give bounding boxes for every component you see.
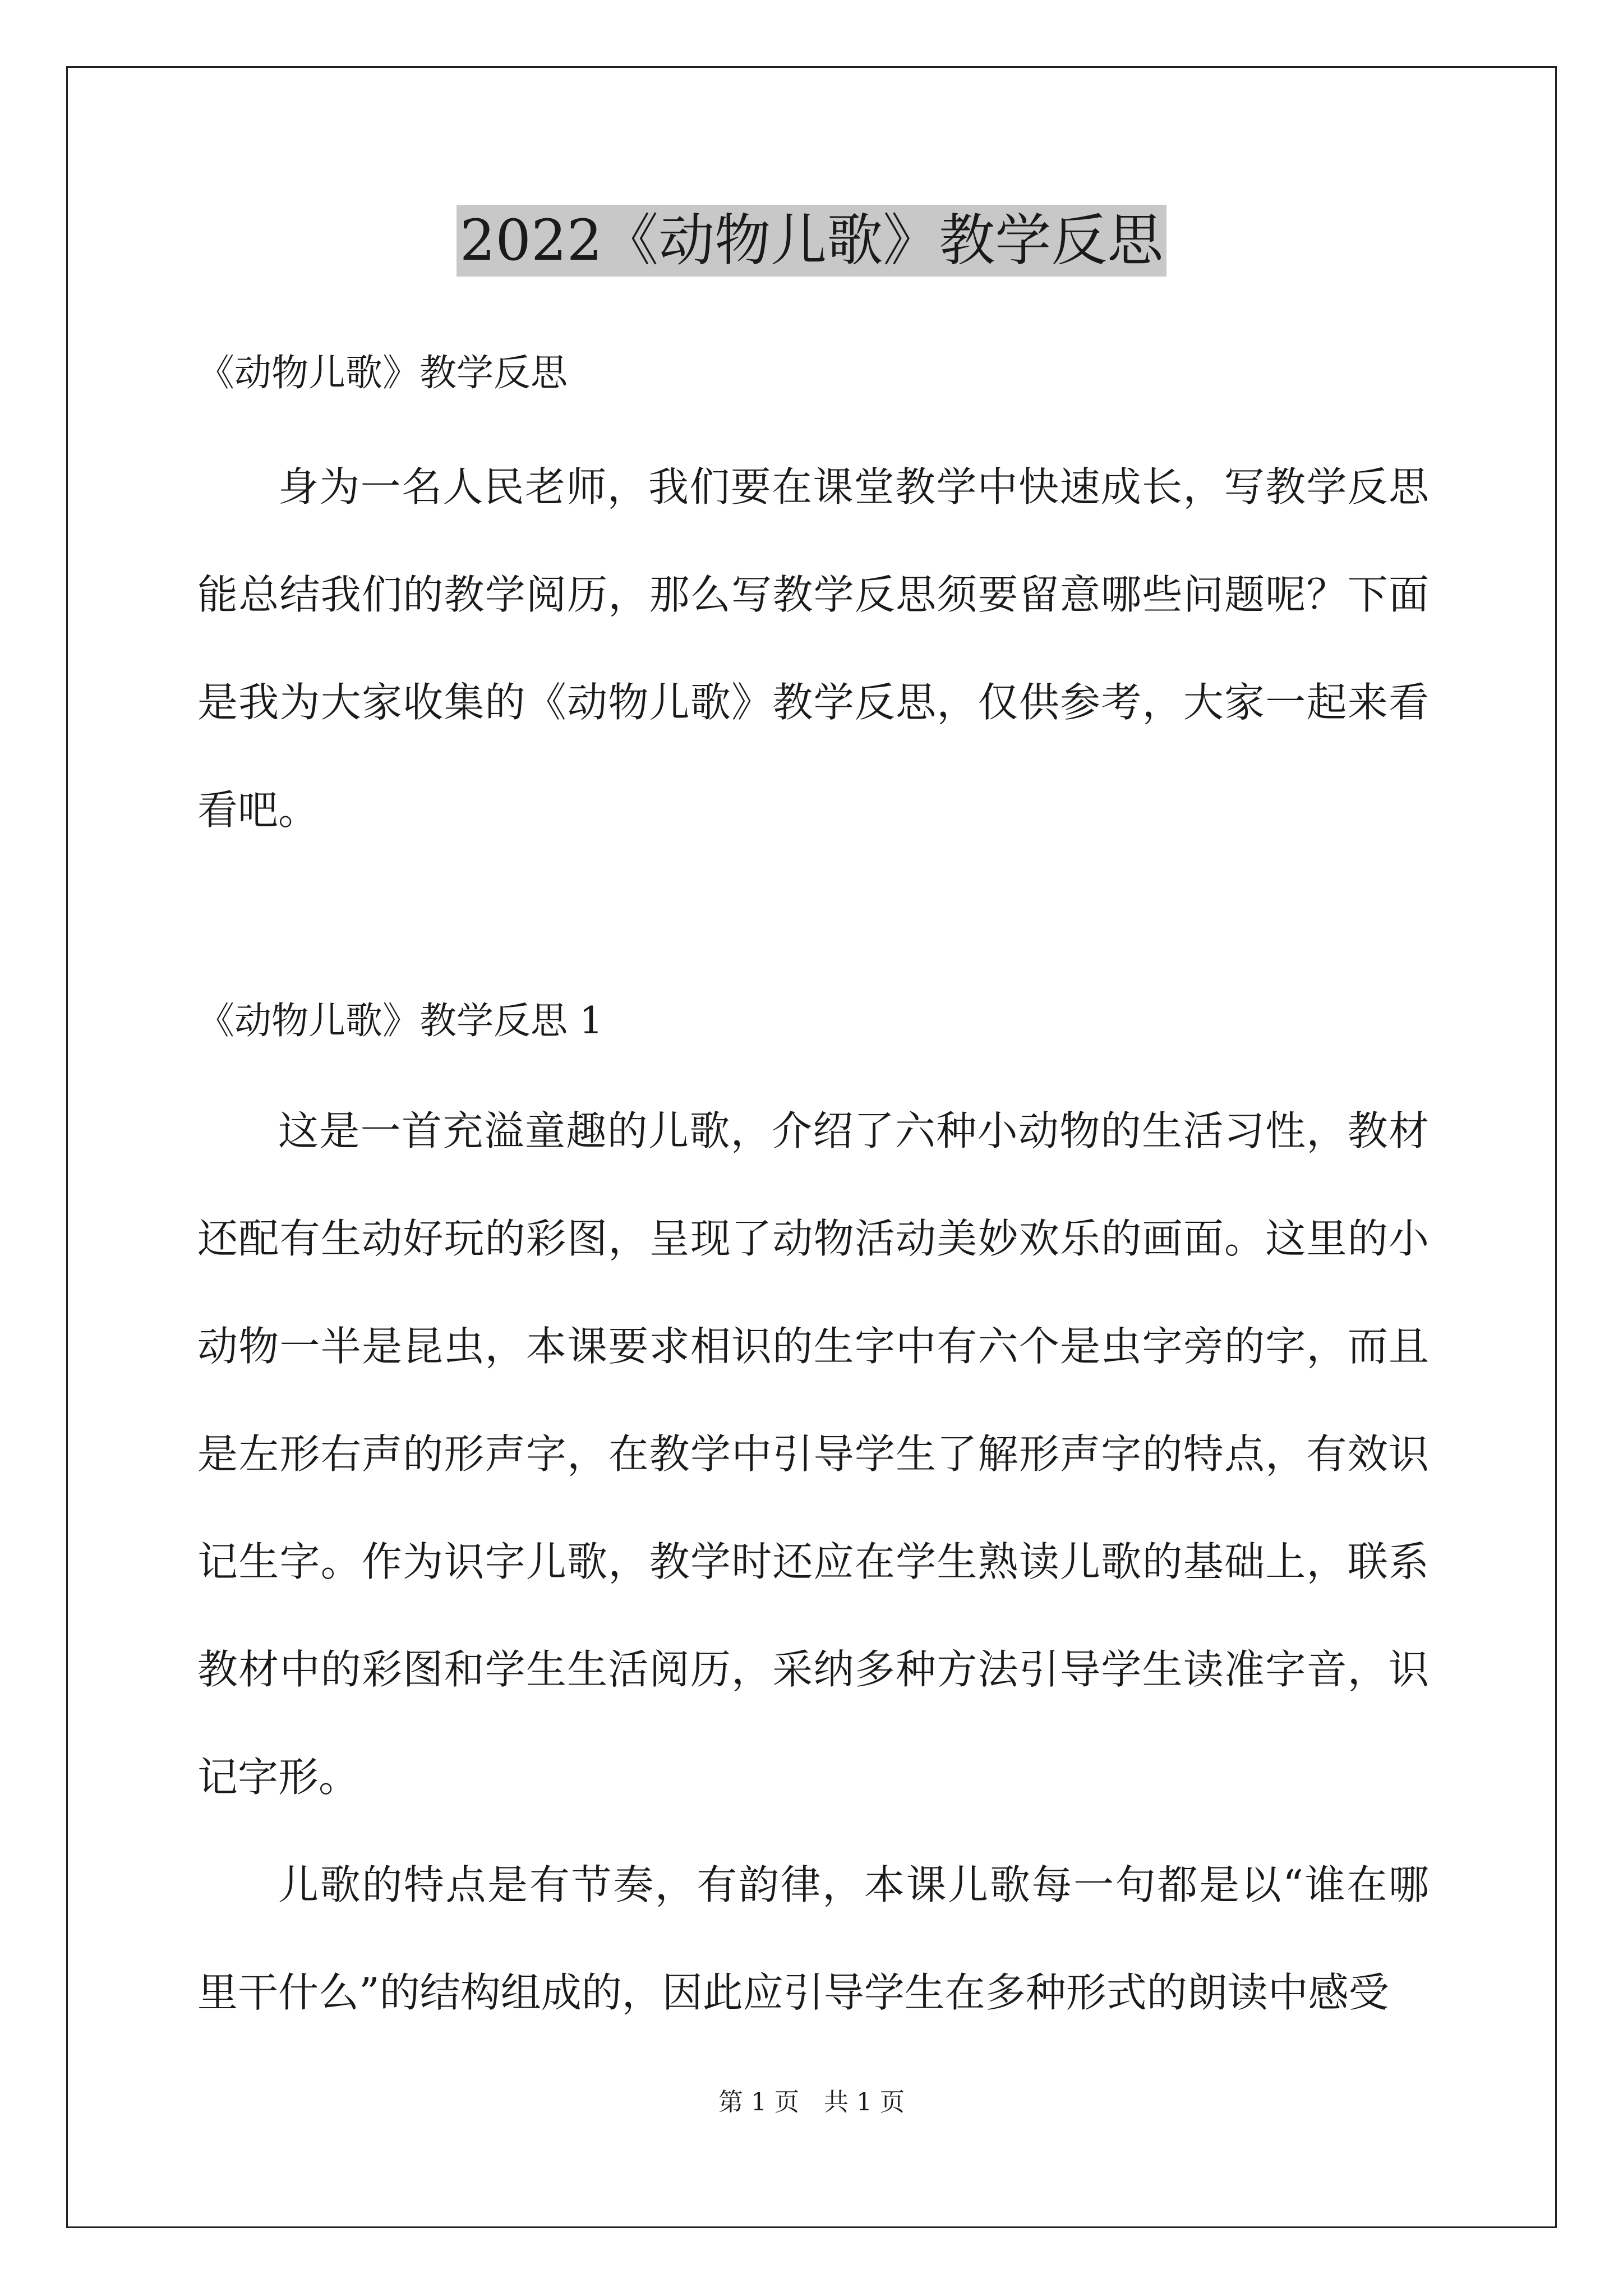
document-title-text: 2022《动物儿歌》教学反思 (457, 205, 1167, 277)
page-footer: 第 1 页 共 1 页 (718, 2088, 905, 2116)
section-1-paragraph-1: 这是一首充溢童趣的儿歌，介绍了六种小动物的生活习性，教材还配有生动好玩的彩图，呈现了动物活动美妙欢乐的画面。这里的小动物一半是昆虫，本课要求相识的生字中有六个是虫字旁的字，而且是左形右声的形声字，在教学中引导学生了解形声字的特点，有效识记生字。作为识字儿歌，教学时还应在学生熟读儿歌的基础上，联系教材中的彩图和学生生活阅历，采纳多种方法引导学生读准字音，识记字形。 (197, 1107, 1429, 1801)
section-1-paragraph-2: 儿歌的特点是有节奏，有韵律，本课儿歌每一句都是以“谁在哪里干什么”的结构组成的，因此应引导学生在多种形式的朗读中感受 (197, 1861, 1429, 2016)
section-1-heading: 《动物儿歌》教学反思 1 (197, 999, 603, 1042)
intro-heading: 《动物儿歌》教学反思 (197, 351, 568, 394)
intro-paragraph: 身为一名人民老师，我们要在课堂教学中快速成长，写教学反思能总结我们的教学阅历，那么写教学反思须要留意哪些问题呢？下面是我为大家收集的《动物儿歌》教学反思，仅供参考，大家一起来看看吧。 (197, 463, 1429, 834)
document-title (0, 205, 1623, 277)
